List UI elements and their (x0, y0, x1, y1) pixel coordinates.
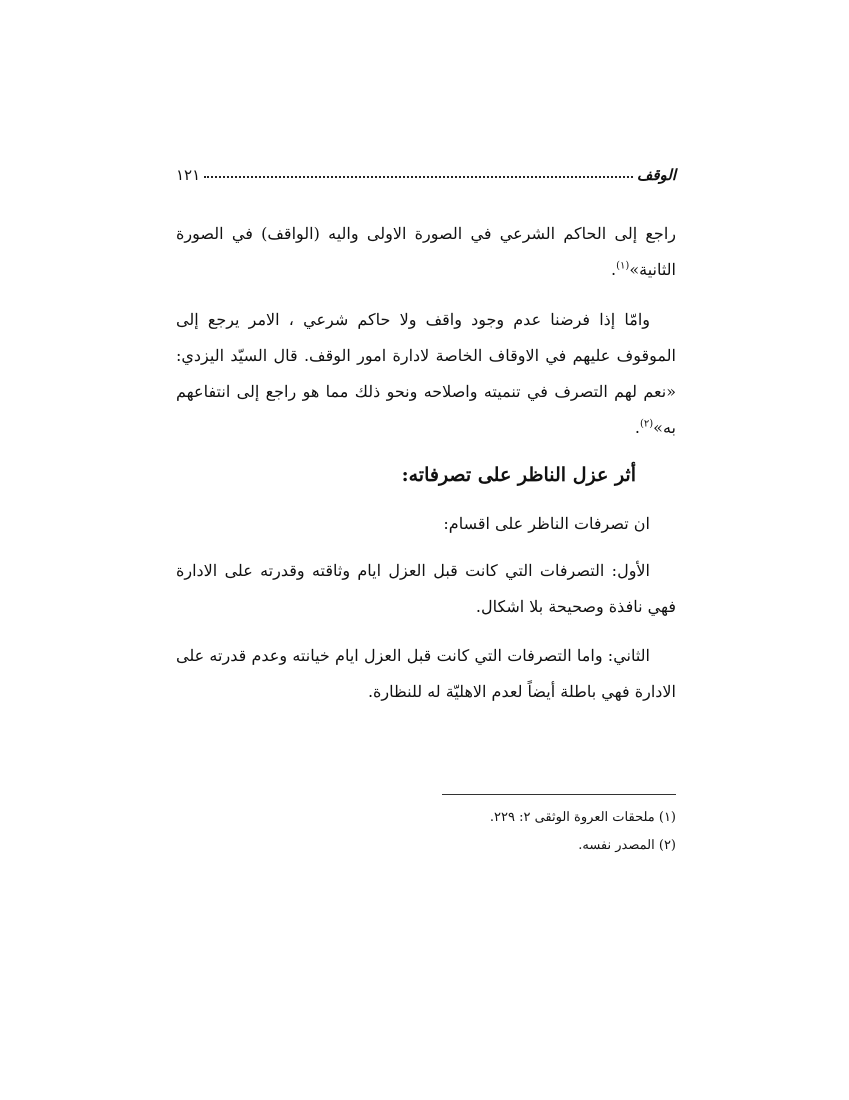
section-item-first: الأول: التصرفات التي كانت قبل العزل ايام وثاقته وقدرته على الادارة فهي نافذة وصحيحة بلا اشكال. (176, 561, 676, 616)
footnote-1: (١) ملحقات العروة الوثقى ٢: ٢٢٩. (489, 810, 676, 825)
paragraph-2-end: . (634, 418, 640, 437)
footnotes (176, 804, 676, 860)
running-header (176, 158, 676, 184)
running-header-title: الوقف (636, 166, 676, 184)
footnote-ref-2[interactable]: (٢) (639, 418, 654, 430)
paragraph-1-end: . (611, 260, 617, 279)
section-intro: ان تصرفات الناظر على اقسام: (443, 514, 650, 533)
footnote-separator (442, 794, 676, 795)
running-header-leader (204, 176, 633, 178)
section-item-second: الثاني: واما التصرفات التي كانت قبل العزل ايام خيانته وعدم قدرته على الادارة فهي باطلة أيضاً لعدم الاهليّة له للنظارة. (176, 646, 676, 701)
footnote-2: (٢) المصدر نفسه. (578, 838, 676, 853)
paragraph-1 (176, 216, 676, 288)
paragraph-2-text: وامّا إذا فرضنا عدم وجود واقف ولا حاكم شرعي ، الامر يرجع إلى الموقوف عليهم في الاوقاف الخاصة لادارة امور الوقف. قال السيّد اليزدي: «نعم لهم التصرف في تنميته واصلاحه ونحو ذلك مما هو راجع إلى انتفاعهم به» (176, 310, 676, 437)
paragraph-2 (176, 302, 676, 446)
paragraph-1-text: راجع إلى الحاكم الشرعي في الصورة الاولى واليه (الواقف) في الصورة الثانية» (176, 224, 676, 279)
footnote-ref-1[interactable]: (١) (616, 260, 630, 272)
page-number: ١٢١ (176, 166, 201, 184)
section-heading: أثر عزل الناظر على تصرفاته: (401, 464, 636, 486)
